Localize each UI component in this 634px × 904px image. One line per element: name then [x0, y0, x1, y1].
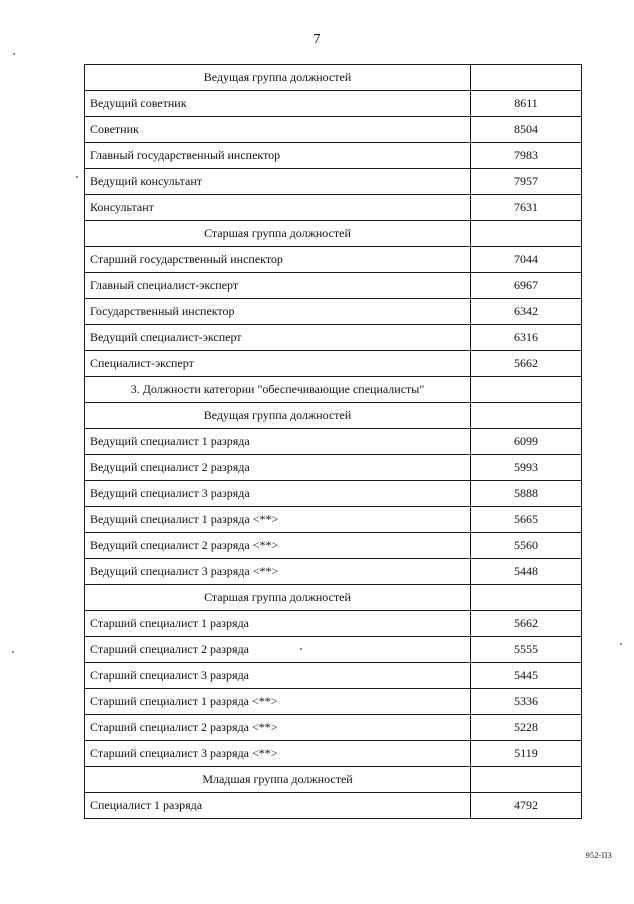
scan-speck: [13, 53, 15, 55]
table-row: [85, 325, 582, 351]
group-header-row: [85, 403, 582, 429]
table-row: [85, 715, 582, 741]
table-row: [85, 195, 582, 221]
position-name: Старший специалист 1 разряда: [85, 611, 471, 637]
salary-value: 4792: [471, 793, 582, 819]
position-name: Главный государственный инспектор: [85, 143, 471, 169]
salary-value: [471, 767, 582, 793]
table-row: [85, 559, 582, 585]
table-row: [85, 429, 582, 455]
salary-value: 5662: [471, 611, 582, 637]
section-title: Ведущая группа должностей: [85, 65, 471, 91]
section-title: Ведущая группа должностей: [85, 403, 471, 429]
position-name: Ведущий специалист 1 разряда: [85, 429, 471, 455]
table-row: [85, 351, 582, 377]
salary-value: 7631: [471, 195, 582, 221]
scan-speck: [300, 648, 302, 650]
salary-value: 7983: [471, 143, 582, 169]
salary-value: [471, 403, 582, 429]
salary-value: 5448: [471, 559, 582, 585]
salary-value: 5665: [471, 507, 582, 533]
salary-value: 5662: [471, 351, 582, 377]
position-name: Ведущий специалист 3 разряда: [85, 481, 471, 507]
group-header-row: [85, 221, 582, 247]
table-row: [85, 481, 582, 507]
salary-value: 7044: [471, 247, 582, 273]
document-code: 952-ПЗ: [585, 851, 612, 860]
scan-speck: [620, 643, 622, 645]
position-name: Советник: [85, 117, 471, 143]
salary-value: 5336: [471, 689, 582, 715]
salary-value: 8611: [471, 91, 582, 117]
section-title: 3. Должности категории "обеспечивающие специалисты": [85, 377, 471, 403]
table-row: [85, 247, 582, 273]
salary-value: 6099: [471, 429, 582, 455]
table-row: [85, 273, 582, 299]
position-name: Ведущий специалист-эксперт: [85, 325, 471, 351]
table-row: [85, 793, 582, 819]
position-name: Старший специалист 2 разряда: [85, 637, 471, 663]
page-number: 7: [313, 32, 321, 47]
position-name: Специалист 1 разряда: [85, 793, 471, 819]
position-name: Старший специалист 3 разряда <**>: [85, 741, 471, 767]
position-name: Старший государственный инспектор: [85, 247, 471, 273]
section-title: Старшая группа должностей: [85, 221, 471, 247]
group-header-row: [85, 767, 582, 793]
position-name: Ведущий специалист 2 разряда: [85, 455, 471, 481]
table-row: [85, 169, 582, 195]
salary-value: 6967: [471, 273, 582, 299]
scan-speck: [12, 651, 14, 653]
salary-value: 5555: [471, 637, 582, 663]
position-name: Старший специалист 2 разряда <**>: [85, 715, 471, 741]
salary-value: 5119: [471, 741, 582, 767]
salary-value: [471, 65, 582, 91]
salary-value: [471, 377, 582, 403]
position-name: Старший специалист 1 разряда <**>: [85, 689, 471, 715]
table-row: [85, 741, 582, 767]
position-name: Ведущий специалист 3 разряда <**>: [85, 559, 471, 585]
position-name: Консультант: [85, 195, 471, 221]
table-row: [85, 117, 582, 143]
table-row: [85, 455, 582, 481]
position-name: Ведущий консультант: [85, 169, 471, 195]
position-name: Государственный инспектор: [85, 299, 471, 325]
position-name: Специалист-эксперт: [85, 351, 471, 377]
table-row: [85, 507, 582, 533]
salary-value: 8504: [471, 117, 582, 143]
table-row: [85, 533, 582, 559]
position-name: Старший специалист 3 разряда: [85, 663, 471, 689]
group-header-row: [85, 65, 582, 91]
group-header-row: [85, 585, 582, 611]
position-name: Ведущий специалист 2 разряда <**>: [85, 533, 471, 559]
scan-speck: [76, 176, 78, 178]
salary-value: 7957: [471, 169, 582, 195]
table-body: [85, 65, 582, 819]
table-row: [85, 143, 582, 169]
table-row: [85, 91, 582, 117]
position-name: Ведущий советник: [85, 91, 471, 117]
position-name: Главный специалист-эксперт: [85, 273, 471, 299]
salary-value: [471, 221, 582, 247]
table-row: [85, 611, 582, 637]
salary-value: 5228: [471, 715, 582, 741]
salary-value: [471, 585, 582, 611]
salary-value: 5888: [471, 481, 582, 507]
table-row: [85, 663, 582, 689]
section-title: Младшая группа должностей: [85, 767, 471, 793]
section-title: Старшая группа должностей: [85, 585, 471, 611]
salary-value: 6342: [471, 299, 582, 325]
salary-value: 5993: [471, 455, 582, 481]
category-header-row: [85, 377, 582, 403]
table-row: [85, 689, 582, 715]
table-row: [85, 299, 582, 325]
salary-value: 5445: [471, 663, 582, 689]
salary-value: 5560: [471, 533, 582, 559]
table-row: [85, 637, 582, 663]
salary-table: [84, 64, 582, 819]
position-name: Ведущий специалист 1 разряда <**>: [85, 507, 471, 533]
salary-value: 6316: [471, 325, 582, 351]
